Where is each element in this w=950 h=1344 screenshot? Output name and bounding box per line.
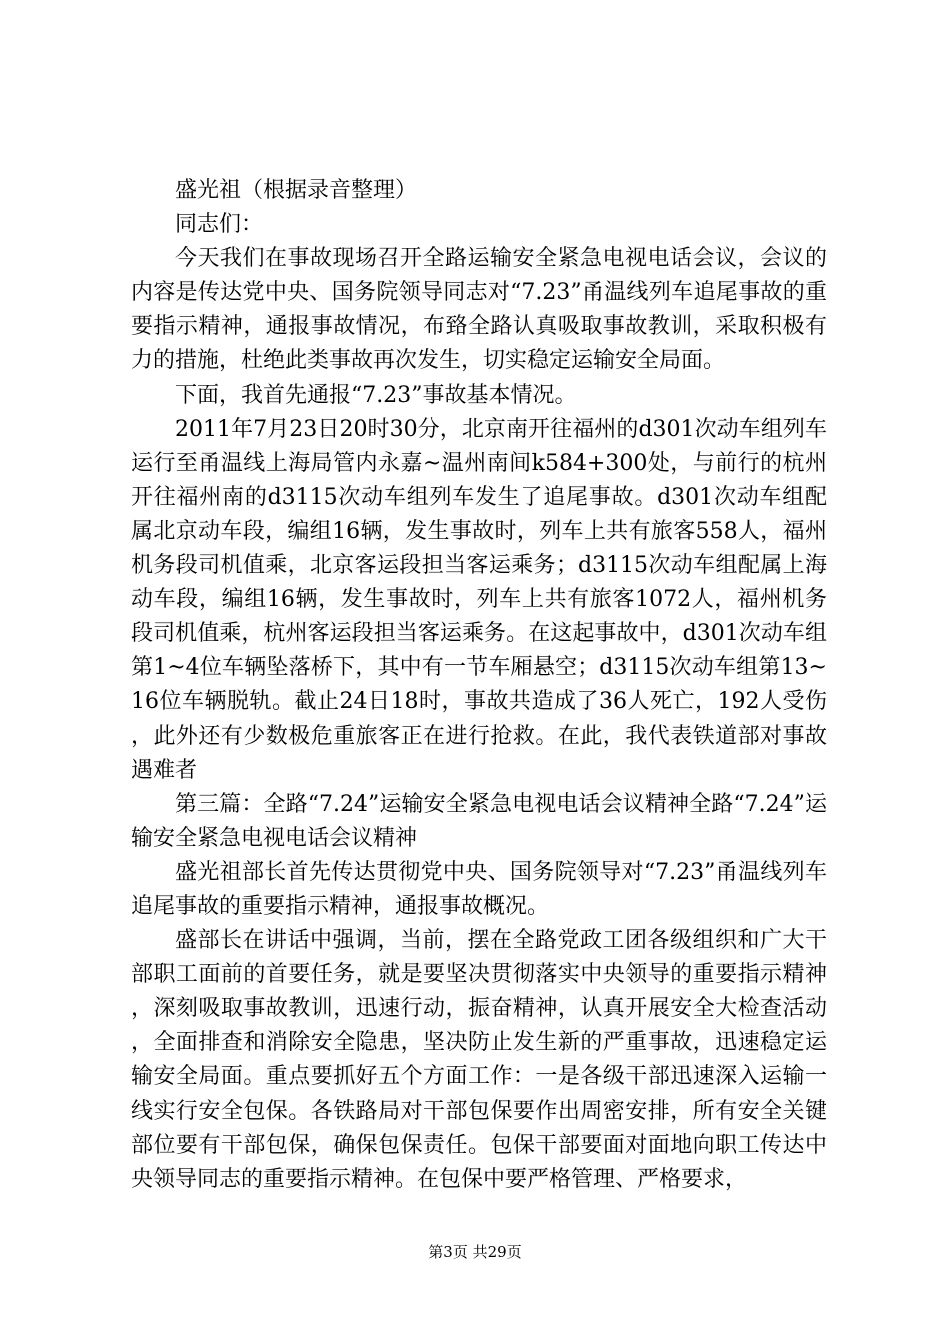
paragraph-intro: 今天我们在事故现场召开全路运输安全紧急电视电话会议，会议的内容是传达党中央、国务院领导同志对“7.23”甬温线列车追尾事故的重要指示精神，通报事故情况，布臵全路认真吸取事故教训，采取积极有力的措施，杜绝此类事故再次发生，切实稳定运输安全局面。 xyxy=(131,246,827,374)
document-body xyxy=(131,174,827,1197)
paragraph-minister-emphasis: 盛部长在讲话中强调，当前，摆在全路党政工团各级组织和广大干部职工面前的首要任务，就是要坚决贯彻落实中央领导的重要指示精神，深刻吸取事故教训，迅速行动，振奋精神，认真开展安全大检查活动，全面排查和消除安全隐患，坚决防止发生新的严重事故，迅速稳定运输安全局面。重点要抓好五个方面工作：一是各级干部迅速深入运输一线实行安全包保。各铁路局对干部包保要作出周密安排，所有安全关键部位要有干部包保，确保包保责任。包保干部要面对面地向职工传达中央领导同志的重要指示精神。在包保中要严格管理、严格要求， xyxy=(131,928,827,1192)
paragraph-section-title: 第三篇：全路“7.24”运输安全紧急电视电话会议精神全路“7.24”运输安全紧急电视电话会议精神 xyxy=(131,791,827,851)
page-footer: 第3页 共29页 xyxy=(428,1243,522,1261)
paragraph-speaker: 盛光祖（根据录音整理） xyxy=(175,178,418,203)
paragraph-salutation: 同志们： xyxy=(175,212,264,238)
paragraph-report-lead: 下面，我首先通报“7.23”事故基本情况。 xyxy=(175,382,577,408)
paragraph-minister-summary: 盛光祖部长首先传达贯彻党中央、国务院领导对“7.23”甬温线列车追尾事故的重要指示精神，通报事故概况。 xyxy=(131,859,827,919)
paragraph-accident-details: 2011年7月23日20时30分，北京南开往福州的d301次动车组列车运行至甬温线上海局管内永嘉~温州南间k584+300处，与前行的杭州开往福州南的d3115次动车组列车发生了追尾事故。d301次动车组配属北京动车段，编组16辆，发生事故时，列车上共有旅客558人，福州机务段司机值乘，北京客运段担当客运乘务；d3115次动车组配属上海动车段，编组16辆，发生事故时，列车上共有旅客1072人，福州机务段司机值乘，杭州客运段担当客运乘务。在这起事故中，d301次动车组第1~4位车辆坠落桥下，其中有一节车厢悬空；d3115次动车组第13~16位车辆脱轨。截止24日18时，事故共造成了36人死亡，192人受伤，此外还有少数极危重旅客正在进行抢救。在此，我代表铁道部对事故遇难者 xyxy=(131,416,827,783)
